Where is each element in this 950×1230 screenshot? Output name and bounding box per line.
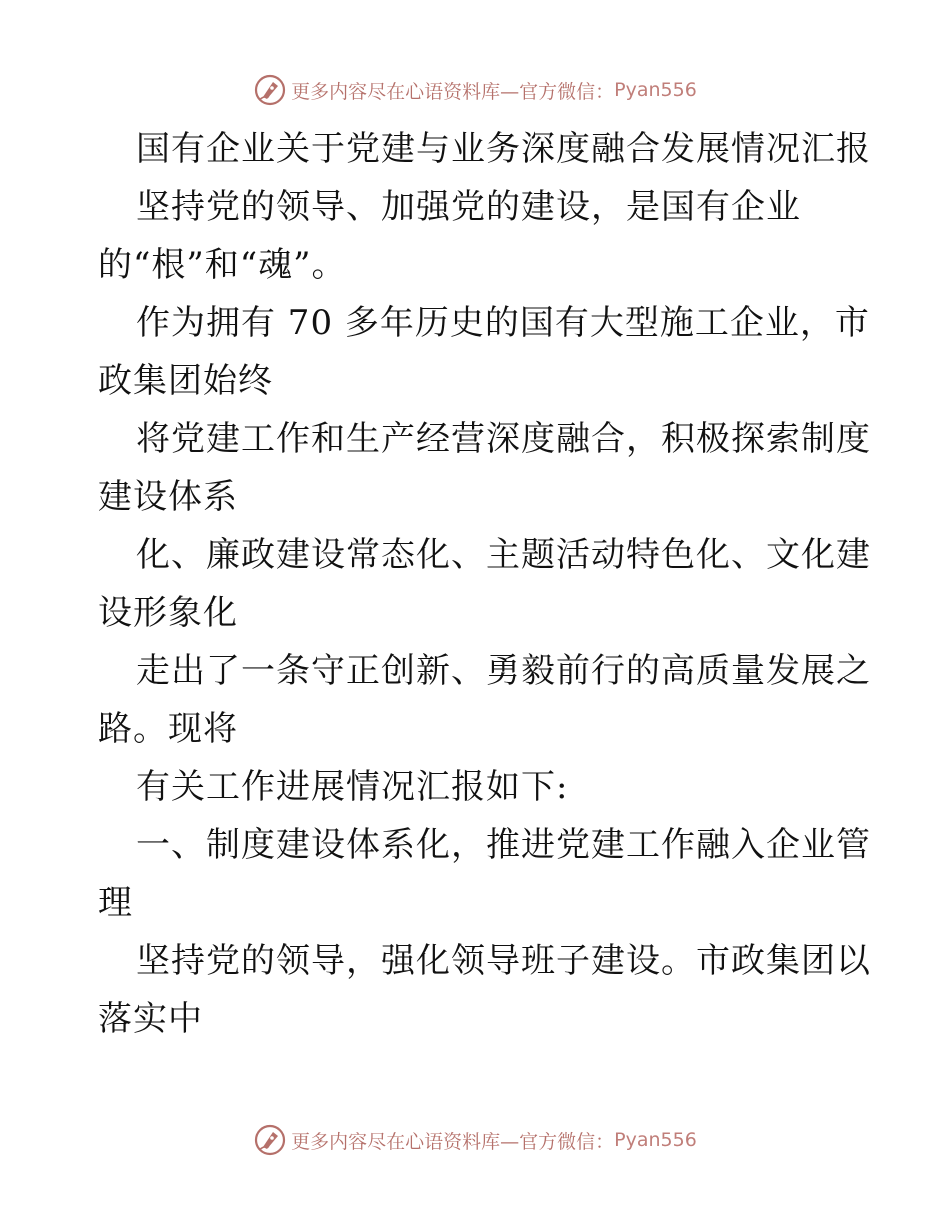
section-heading-continuation: 理: [98, 883, 133, 923]
header-watermark: [0, 72, 950, 108]
section-heading: 一、制度建设体系化，推进党建工作融入企业管: [136, 825, 871, 865]
paragraph-line: 将党建工作和生产经营深度融合，积极探索制度: [136, 419, 871, 459]
paragraph-line: 落实中: [98, 999, 203, 1039]
paragraph-line: 有关工作进展情况汇报如下:: [136, 767, 569, 807]
paragraph-line: 坚持党的领导，强化领导班子建设。市政集团以: [136, 941, 871, 981]
paragraph-line: 建设体系: [98, 477, 238, 517]
watermark-wechat-id: Pyan556: [614, 1129, 697, 1151]
pen-nib-seal-icon: [253, 73, 287, 107]
paragraph-line: 作为拥有 70 多年历史的国有大型施工企业，市: [136, 303, 870, 343]
paragraph-line: 走出了一条守正创新、勇毅前行的高质量发展之: [136, 651, 871, 691]
document-title: 国有企业关于党建与业务深度融合发展情况汇报: [136, 129, 871, 169]
paragraph-line: 的“根”和“魂”。: [98, 245, 347, 285]
watermark-brand-text: 更多内容尽在心语资料库—官方微信：: [291, 80, 615, 103]
paragraph-line: 设形象化: [98, 593, 238, 633]
watermark-brand-text: 更多内容尽在心语资料库—官方微信：: [291, 1130, 615, 1153]
paragraph-line: 坚持党的领导、加强党的建设，是国有企业: [136, 187, 801, 227]
paragraph-line: 路。现将: [98, 709, 238, 749]
watermark-wechat-id: Pyan556: [614, 79, 697, 101]
footer-watermark: [0, 1122, 950, 1158]
paragraph-line: 政集团始终: [98, 361, 273, 401]
document-body: [98, 120, 871, 1048]
paragraph-line: 化、廉政建设常态化、主题活动特色化、文化建: [136, 535, 871, 575]
pen-nib-seal-icon: [253, 1123, 287, 1157]
